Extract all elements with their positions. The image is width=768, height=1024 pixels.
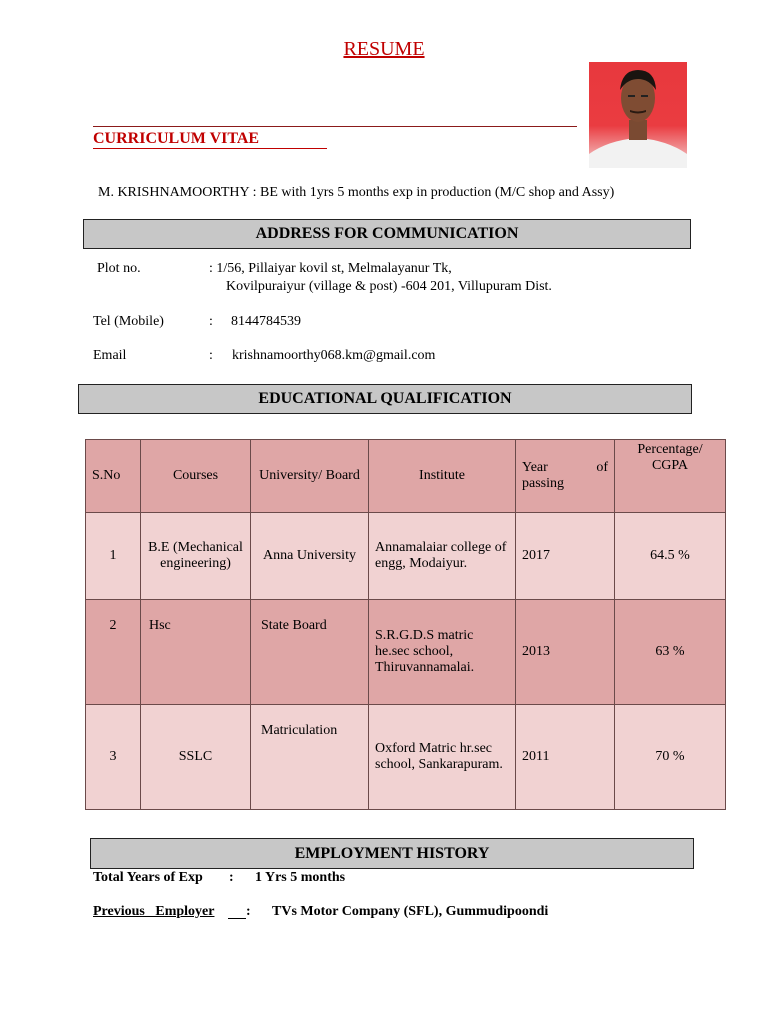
education-table bbox=[85, 439, 726, 810]
plot-address-line1: : 1/56, Pillaiyar kovil st, Melmalayanur Tk, bbox=[209, 261, 452, 276]
tel-value: 8144784539 bbox=[231, 314, 301, 329]
header-year-word: Year bbox=[522, 460, 548, 475]
row-percentage: 70 % bbox=[615, 705, 726, 810]
row-year: 2013 bbox=[516, 600, 615, 705]
table-row bbox=[86, 600, 726, 705]
table-row bbox=[86, 513, 726, 600]
row-university: Anna University bbox=[251, 513, 369, 600]
employment-section-heading: EMPLOYMENT HISTORY bbox=[90, 838, 694, 869]
row-institute: Oxford Matric hr.sec school, Sankarapuram. bbox=[369, 705, 516, 810]
row-percentage: 64.5 % bbox=[615, 513, 726, 600]
plot-address-line2: Kovilpuraiyur (village & post) -604 201, Villupuram Dist. bbox=[226, 279, 552, 294]
row-sno: 3 bbox=[86, 705, 141, 810]
header-year-passing: passing bbox=[522, 476, 564, 491]
tel-colon: : bbox=[209, 314, 213, 329]
profile-photo bbox=[589, 62, 687, 168]
total-exp-colon: : bbox=[229, 870, 234, 885]
total-exp-value: 1 Yrs 5 months bbox=[255, 870, 346, 885]
header-year bbox=[516, 440, 615, 513]
header-percentage: Percentage/ CGPA bbox=[615, 440, 726, 513]
header-university: University/ Board bbox=[251, 440, 369, 513]
row-percentage: 63 % bbox=[615, 600, 726, 705]
education-section-heading: EDUCATIONAL QUALIFICATION bbox=[78, 384, 692, 414]
resume-title: RESUME bbox=[343, 38, 425, 60]
plot-label: Plot no. bbox=[97, 261, 141, 276]
address-section-heading: ADDRESS FOR COMMUNICATION bbox=[83, 219, 691, 249]
previous-employer-value: TVs Motor Company (SFL), Gummudipoondi bbox=[272, 904, 549, 919]
previous-employer-underline bbox=[228, 918, 246, 919]
email-colon: : bbox=[209, 348, 213, 363]
previous-employer-label: Previous Employer bbox=[93, 904, 215, 919]
total-exp-label: Total Years of Exp bbox=[93, 870, 203, 885]
table-header-row bbox=[86, 440, 726, 513]
cv-title-underline bbox=[93, 148, 327, 149]
row-institute: Annamalaiar college of engg, Modaiyur. bbox=[369, 513, 516, 600]
header-courses: Courses bbox=[141, 440, 251, 513]
row-year: 2017 bbox=[516, 513, 615, 600]
cv-title: CURRICULUM VITAE bbox=[93, 130, 260, 147]
candidate-summary: M. KRISHNAMOORTHY : BE with 1yrs 5 months exp in production (M/C shop and Assy) bbox=[98, 185, 615, 200]
row-year: 2011 bbox=[516, 705, 615, 810]
tel-label: Tel (Mobile) bbox=[93, 314, 164, 329]
header-institute: Institute bbox=[369, 440, 516, 513]
row-institute: S.R.G.D.S matric he.sec school, Thiruvannamalai. bbox=[369, 600, 516, 705]
person-photo-icon bbox=[589, 62, 687, 168]
previous-employer-colon: : bbox=[246, 904, 251, 919]
email-value: krishnamoorthy068.km@gmail.com bbox=[232, 348, 436, 363]
header-divider bbox=[93, 126, 577, 127]
header-sno: S.No bbox=[86, 440, 141, 513]
row-course: SSLC bbox=[141, 705, 251, 810]
row-university: Matriculation bbox=[251, 705, 369, 810]
row-course: Hsc bbox=[141, 600, 251, 705]
row-course: B.E (Mechanical engineering) bbox=[141, 513, 251, 600]
row-university: State Board bbox=[251, 600, 369, 705]
header-year-of: of bbox=[596, 460, 608, 475]
email-label: Email bbox=[93, 348, 127, 363]
row-sno: 2 bbox=[86, 600, 141, 705]
row-sno: 1 bbox=[86, 513, 141, 600]
table-row bbox=[86, 705, 726, 810]
